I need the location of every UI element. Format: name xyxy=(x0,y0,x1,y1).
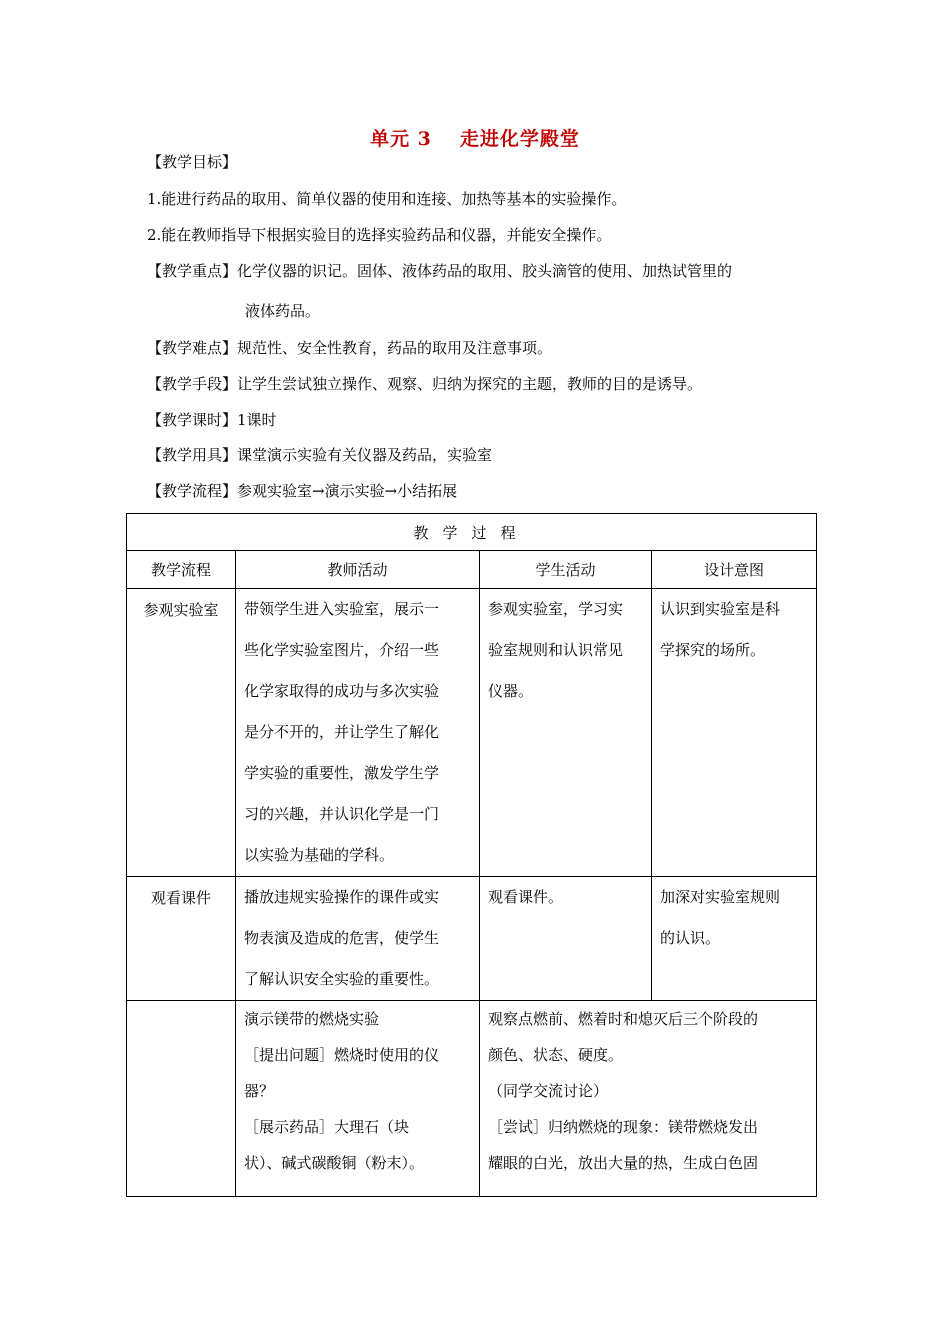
text-line: 物表演及造成的危害，使学生 xyxy=(244,929,440,947)
goal-item-1: 1.能进行药品的取用、简单仪器的使用和连接、加热等基本的实验操作。 xyxy=(147,190,627,208)
flow-text: 参观实验室→演示实验→小结拓展 xyxy=(237,482,458,500)
table-row xyxy=(127,877,817,1001)
flow xyxy=(147,481,457,501)
text-line: 化学家取得的成功与多次实验 xyxy=(244,682,440,700)
text-line: （同学交流讨论） xyxy=(488,1082,609,1100)
text-line: 观察点燃前、燃着时和熄灭后三个阶段的 xyxy=(488,1010,759,1028)
text-line: 仪器。 xyxy=(488,682,534,700)
text-line: 学实验的重要性，激发学生学 xyxy=(244,764,440,782)
text-line: 演示镁带的燃烧实验 xyxy=(244,1010,380,1028)
difficulties-label: 【教学难点】 xyxy=(147,339,238,357)
text-line: ［尝试］归纳燃烧的现象：镁带燃烧发出 xyxy=(488,1118,759,1136)
text-line: 认识到实验室是科 xyxy=(660,600,781,618)
text-line: 器？ xyxy=(244,1082,275,1100)
key-points-text: 化学仪器的识记。固体、液体药品的取用、胶头滴管的使用、加热试管里的 xyxy=(237,262,733,280)
column-header-teacher: 教师活动 xyxy=(236,551,480,589)
text-line: ［提出问题］燃烧时使用的仪 xyxy=(244,1046,440,1064)
design-intent-cell xyxy=(652,589,817,877)
column-header-intent: 设计意图 xyxy=(652,551,817,589)
teacher-activity-cell xyxy=(236,589,480,877)
stage-cell: 参观实验室 xyxy=(127,589,236,877)
text-line: 是分不开的，并让学生了解化 xyxy=(244,723,440,741)
stage-cell xyxy=(127,1001,236,1197)
column-header-stage: 教学流程 xyxy=(127,551,236,589)
table-row xyxy=(127,1001,817,1197)
design-intent-cell xyxy=(652,877,817,1001)
student-activity-cell xyxy=(480,589,652,877)
column-header-student: 学生活动 xyxy=(480,551,652,589)
text-line: 加深对实验室规则 xyxy=(660,888,781,906)
key-points xyxy=(147,261,732,281)
text-line: 些化学实验室图片，介绍一些 xyxy=(244,641,440,659)
teaching-process-table xyxy=(126,513,817,1197)
means-label: 【教学手段】 xyxy=(147,375,238,393)
text-line: 的认识。 xyxy=(660,929,721,947)
student-activity-cell xyxy=(480,1001,817,1197)
text-line: 学探究的场所。 xyxy=(660,641,766,659)
difficulties-text: 规范性、安全性教育，药品的取用及注意事项。 xyxy=(237,339,553,357)
unit-name: 走进化学殿堂 xyxy=(459,128,580,150)
teacher-activity-cell xyxy=(236,1001,480,1197)
text-line: 播放违规实验操作的课件或实 xyxy=(244,888,440,906)
teacher-activity-cell xyxy=(236,877,480,1001)
means xyxy=(147,374,702,394)
goals-label: 【教学目标】 xyxy=(147,153,238,171)
text-line: 参观实验室，学习实 xyxy=(488,600,624,618)
tools xyxy=(147,445,492,465)
text-line: 习的兴趣，并认识化学是一门 xyxy=(244,805,440,823)
hours-label: 【教学课时】 xyxy=(147,411,238,429)
text-line: 观看课件。 xyxy=(488,888,564,906)
difficulties xyxy=(147,338,552,358)
hours-text: 1课时 xyxy=(237,411,277,429)
text-line: ［展示药品］大理石（块 xyxy=(244,1118,410,1136)
key-points-continued: 液体药品。 xyxy=(245,302,321,320)
flow-label: 【教学流程】 xyxy=(147,482,238,500)
text-line: 了解认识安全实验的重要性。 xyxy=(244,970,440,988)
hours xyxy=(147,410,277,430)
tools-text: 课堂演示实验有关仪器及药品，实验室 xyxy=(237,446,493,464)
unit-number: 单元 3 xyxy=(370,128,432,150)
table-header: 教学过程 xyxy=(127,514,817,551)
tools-label: 【教学用具】 xyxy=(147,446,238,464)
text-line: 以实验为基础的学科。 xyxy=(244,846,395,864)
text-line: 颜色、状态、硬度。 xyxy=(488,1046,624,1064)
table-row xyxy=(127,589,817,877)
key-points-label: 【教学重点】 xyxy=(147,262,238,280)
means-text: 让学生尝试独立操作、观察、归纳为探究的主题，教师的目的是诱导。 xyxy=(237,375,703,393)
goal-item-2: 2.能在教师指导下根据实验目的选择实验药品和仪器，并能安全操作。 xyxy=(147,226,612,244)
text-line: 带领学生进入实验室，展示一 xyxy=(244,600,440,618)
text-line: 验室规则和认识常见 xyxy=(488,641,624,659)
stage-cell: 观看课件 xyxy=(127,877,236,1001)
document-title xyxy=(0,124,950,151)
student-activity-cell xyxy=(480,877,652,1001)
text-line: 状）、碱式碳酸铜（粉末）。 xyxy=(244,1154,425,1172)
text-line: 耀眼的白光，放出大量的热，生成白色固 xyxy=(488,1154,759,1172)
